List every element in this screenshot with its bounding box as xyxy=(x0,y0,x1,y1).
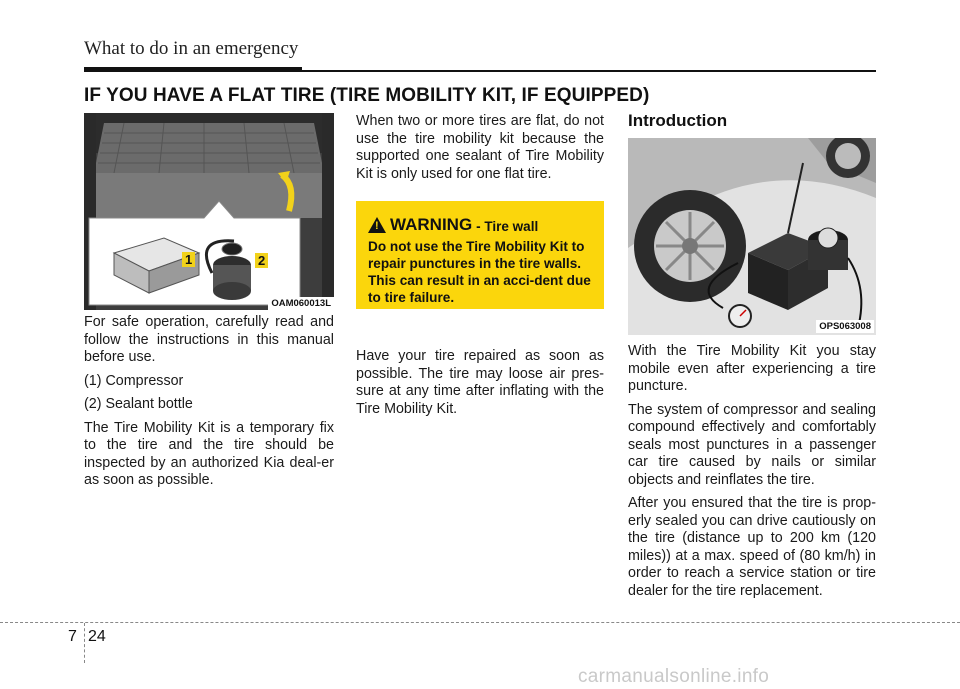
header-rule xyxy=(84,70,876,72)
section-title: IF YOU HAVE A FLAT TIRE (TIRE MOBILITY KIT, IF EQUIPPED) xyxy=(84,85,650,106)
warning-label: WARNING xyxy=(390,215,473,234)
paragraph: Have your tire repaired as soon as possible. The tire may loose air pres-sure at any time after inflating with the Tire Mobility Kit. xyxy=(356,348,604,417)
column-right xyxy=(628,343,876,606)
intro-heading: Introduction xyxy=(628,111,728,130)
page-number: 24 xyxy=(88,628,106,645)
callout-2: 2 xyxy=(255,253,268,268)
column-left xyxy=(84,314,334,496)
figure-code: OPS063008 xyxy=(816,320,874,333)
chapter-number: 7 xyxy=(68,628,77,645)
watermark: carmanualsonline.info xyxy=(578,666,770,687)
footer-rule xyxy=(0,622,960,623)
figure-code: OAM060013L xyxy=(268,297,334,310)
warning-triangle-icon: ! xyxy=(368,217,386,233)
paragraph: When two or more tires are flat, do not use the tire mobility kit because the supported one sealant of Tire Mobility Kit is only used for one flat tire. xyxy=(356,113,604,182)
warning-box xyxy=(356,201,604,309)
warning-subtitle: - Tire wall xyxy=(476,219,539,234)
paragraph: The Tire Mobility Kit is a temporary fix to the tire and the tire should be inspected by an authorized Kia deal-er as soon as possible. xyxy=(84,419,334,488)
column-middle-bottom xyxy=(356,348,604,424)
warning-header xyxy=(368,215,538,235)
chapter-header: What to do in an emergency xyxy=(84,38,299,59)
callout-1: 1 xyxy=(182,252,195,267)
paragraph: For safe operation, carefully read and follow the instructions in this manual before use. xyxy=(84,314,334,365)
paragraph: With the Tire Mobility Kit you stay mobile even after experiencing a tire puncture. xyxy=(628,343,876,394)
paragraph: The system of compressor and sealing compound effectively and comfortably seals most punctures in a passenger car tire caused by nails or similar objects and reinflates the tire. xyxy=(628,401,876,488)
warning-text: Do not use the Tire Mobility Kit to repair punctures in the tire walls. This can result in an acci-dent due to tire failure. xyxy=(368,239,591,305)
tire-kit-illustration xyxy=(628,138,876,335)
paragraph: After you ensured that the tire is prop-erly sealed you can drive cautiously on the tire (distance up to 200 km (120 miles)) at a max. speed of (80 km/h) in order to reach a service station or tire dealer for the tire replacement. xyxy=(628,495,876,599)
tire-kit-figure xyxy=(628,138,876,335)
column-middle-top xyxy=(356,113,604,189)
trunk-kit-illustration xyxy=(84,113,334,310)
list-item: (2) Sealant bottle xyxy=(84,396,193,412)
list-item: (1) Compressor xyxy=(84,372,184,389)
trunk-kit-figure xyxy=(84,113,334,310)
footer-divider xyxy=(84,623,85,663)
